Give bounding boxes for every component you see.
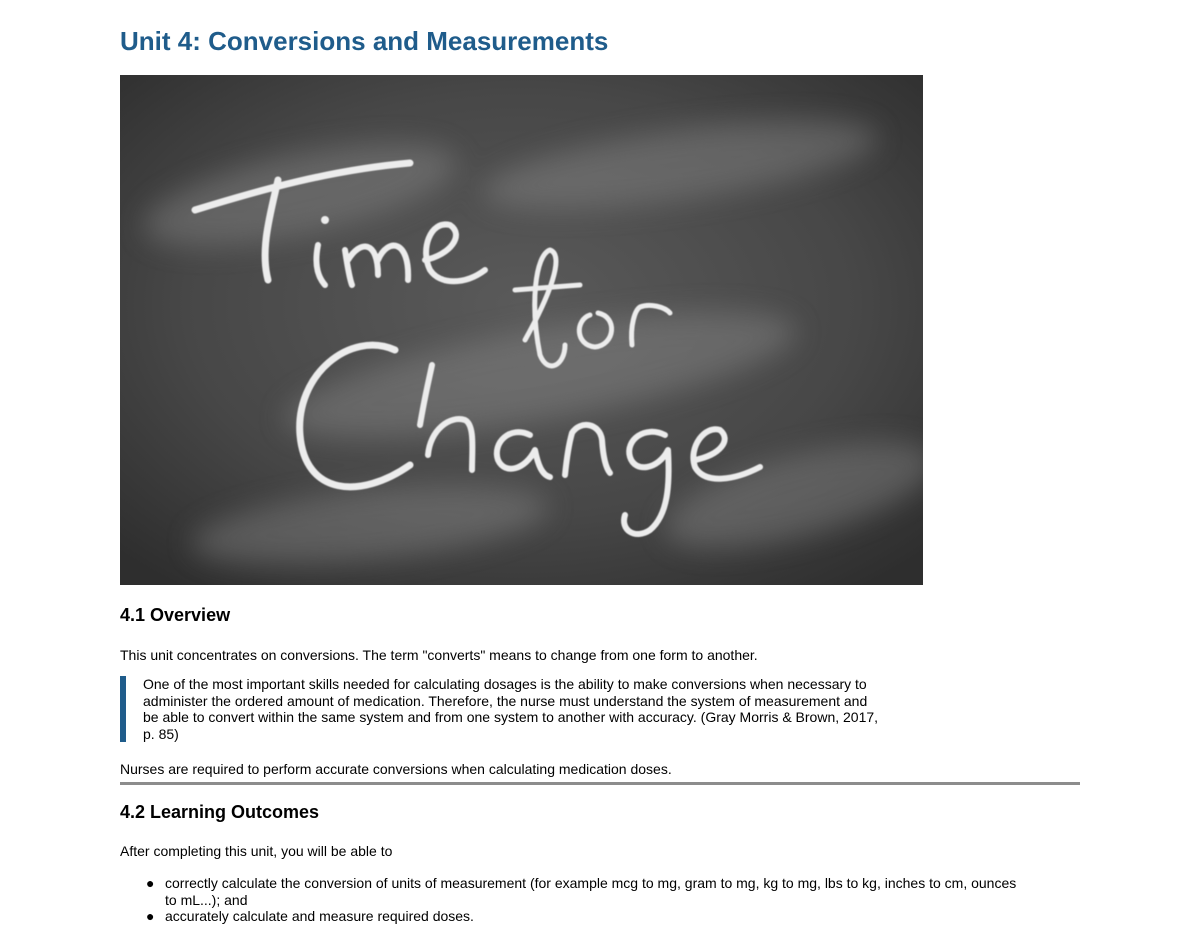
- quote-line: be able to convert within the same system and from one system to another with accuracy. (Gray Morris & Brown, 2017,: [143, 709, 879, 725]
- section-heading-learning-outcomes: 4.2 Learning Outcomes: [120, 802, 320, 822]
- page-title: Unit 4: Conversions and Measurements: [120, 26, 609, 56]
- section-heading-overview: 4.1 Overview: [120, 605, 231, 625]
- quote-line: administer the ordered amount of medication. Therefore, the nurse must understand the system of measurement and: [143, 692, 868, 709]
- overview-closing: Nurses are required to perform accurate conversions when calculating medication doses.: [120, 761, 672, 777]
- chalkboard-image: [120, 75, 923, 585]
- blockquote: [120, 676, 953, 742]
- outcomes-intro: After completing this unit, you will be able to: [120, 843, 393, 859]
- overview-intro: This unit concentrates on conversions. The term "converts" means to change from one form to another.: [120, 647, 758, 663]
- quote-line: p. 85): [143, 725, 179, 742]
- chalkboard-illustration: [120, 75, 923, 585]
- list-item-text: correctly calculate the conversion of units of measurement (for example mcg to mg, gram to mg, kg to mg, lbs to kg, inches to cm, ounces: [165, 875, 1017, 891]
- list-item: [120, 875, 1080, 908]
- bullet-icon: ●: [146, 875, 155, 891]
- outcomes-list: [120, 875, 1080, 925]
- section-divider: [120, 782, 1080, 785]
- bullet-icon: ●: [146, 908, 155, 924]
- list-item-text: to mL...); and: [165, 891, 248, 908]
- quote-line: One of the most important skills needed for calculating dosages is the ability to make conversions when necessary to: [143, 676, 867, 692]
- list-item: [120, 908, 1080, 925]
- list-item-text: accurately calculate and measure required doses.: [165, 908, 474, 924]
